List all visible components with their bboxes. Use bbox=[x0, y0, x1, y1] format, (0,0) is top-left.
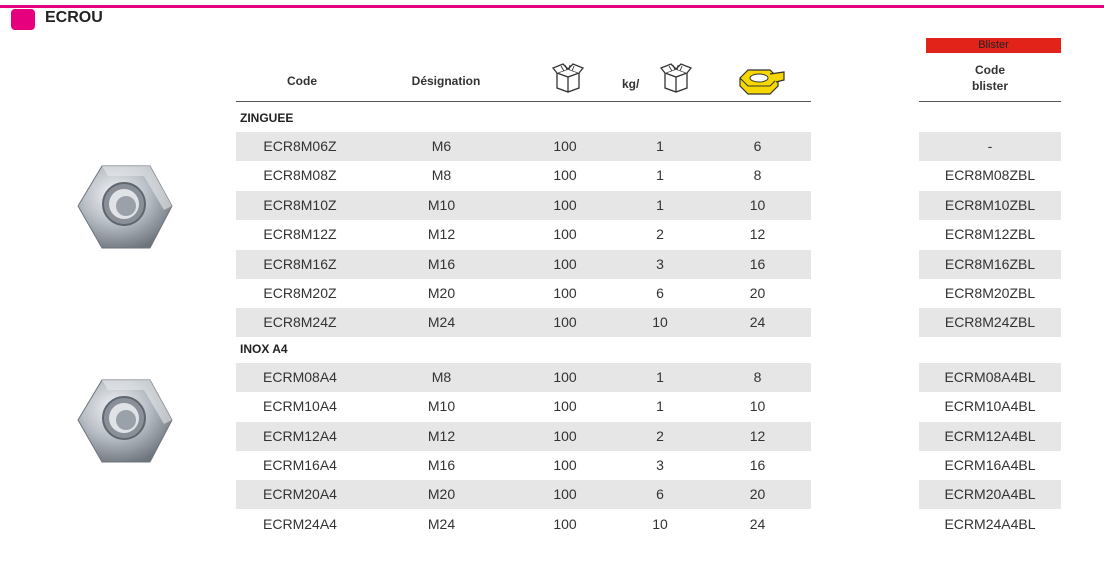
cell-kg: 2 bbox=[656, 428, 664, 444]
header-blister-underline bbox=[919, 101, 1061, 102]
cell-code: ECR8M24Z bbox=[263, 314, 337, 330]
cell-kg: 1 bbox=[656, 138, 664, 154]
cell-dim: 12 bbox=[749, 226, 766, 242]
blister-row bbox=[919, 422, 1061, 451]
blister-row bbox=[919, 132, 1061, 161]
cell-dim: 20 bbox=[749, 285, 766, 301]
table-row bbox=[236, 451, 811, 480]
cell-qty: 100 bbox=[553, 516, 577, 532]
cell-dim: 10 bbox=[749, 398, 766, 414]
blister-row bbox=[919, 161, 1061, 190]
cell-blister-code: ECRM08A4BL bbox=[944, 369, 1036, 385]
blister-row bbox=[919, 308, 1061, 337]
cell-designation: M8 bbox=[431, 167, 452, 183]
cell-blister-code: ECR8M12ZBL bbox=[944, 226, 1036, 242]
blister-row bbox=[919, 279, 1061, 308]
cell-qty: 100 bbox=[553, 167, 577, 183]
header-kg: kg/ bbox=[622, 77, 640, 91]
table-row bbox=[236, 220, 811, 249]
cell-code: ECR8M20Z bbox=[263, 285, 337, 301]
cell-kg: 3 bbox=[656, 256, 664, 272]
cell-blister-code: ECR8M08ZBL bbox=[944, 167, 1036, 183]
blister-row bbox=[919, 480, 1061, 509]
table-row bbox=[236, 308, 811, 337]
cell-kg: 1 bbox=[656, 398, 664, 414]
cell-code: ECRM12A4 bbox=[263, 428, 337, 444]
table-row bbox=[236, 510, 811, 539]
cell-designation: M10 bbox=[427, 398, 456, 414]
table-row bbox=[236, 279, 811, 308]
title-marker bbox=[11, 9, 35, 30]
cell-code: ECR8M16Z bbox=[263, 256, 337, 272]
table-row bbox=[236, 250, 811, 279]
cell-blister-code: ECRM20A4BL bbox=[944, 486, 1036, 502]
cell-code: ECR8M12Z bbox=[263, 226, 337, 242]
cell-code: ECRM10A4 bbox=[263, 398, 337, 414]
cell-qty: 100 bbox=[553, 428, 577, 444]
cell-blister-code: ECRM12A4BL bbox=[944, 428, 1036, 444]
header-code: Code bbox=[287, 74, 317, 88]
table-row bbox=[236, 480, 811, 509]
cell-dim: 12 bbox=[749, 428, 766, 444]
cell-qty: 100 bbox=[553, 256, 577, 272]
cell-kg: 10 bbox=[652, 314, 668, 330]
header-code-blister-line1: Code bbox=[975, 63, 1005, 77]
cell-dim: 20 bbox=[749, 486, 766, 502]
hex-nut-image bbox=[74, 160, 174, 256]
cell-qty: 100 bbox=[553, 197, 577, 213]
cell-designation: M24 bbox=[427, 314, 456, 330]
cell-qty: 100 bbox=[553, 486, 577, 502]
cell-blister-code: ECR8M20ZBL bbox=[944, 285, 1036, 301]
cell-designation: M12 bbox=[427, 428, 456, 444]
cell-dim: 8 bbox=[753, 167, 762, 183]
cell-blister-code: ECR8M16ZBL bbox=[944, 256, 1036, 272]
cell-designation: M24 bbox=[427, 516, 456, 532]
section-heading: ZINGUEE bbox=[240, 111, 294, 125]
cell-qty: 100 bbox=[553, 138, 577, 154]
cell-designation: M16 bbox=[427, 256, 456, 272]
cell-kg: 6 bbox=[656, 486, 664, 502]
cell-dim: 24 bbox=[749, 516, 766, 532]
table-row bbox=[236, 191, 811, 220]
cell-blister-code: - bbox=[987, 138, 993, 154]
blister-row bbox=[919, 510, 1061, 539]
header-underline bbox=[236, 101, 811, 102]
blister-badge: Blister bbox=[926, 38, 1061, 53]
box-icon bbox=[552, 60, 584, 94]
cell-kg: 10 bbox=[652, 516, 668, 532]
cell-blister-code: ECR8M10ZBL bbox=[944, 197, 1036, 213]
cell-blister-code: ECRM10A4BL bbox=[944, 398, 1036, 414]
cell-kg: 1 bbox=[656, 197, 664, 213]
cell-dim: 16 bbox=[749, 256, 766, 272]
blister-row bbox=[919, 392, 1061, 421]
table-row bbox=[236, 132, 811, 161]
cell-dim: 24 bbox=[749, 314, 766, 330]
cell-qty: 100 bbox=[553, 314, 577, 330]
blister-row bbox=[919, 250, 1061, 279]
section-heading: INOX A4 bbox=[240, 341, 288, 356]
washer-icon bbox=[730, 66, 786, 96]
cell-designation: M20 bbox=[427, 285, 456, 301]
cell-kg: 2 bbox=[656, 226, 664, 242]
cell-designation: M6 bbox=[431, 138, 452, 154]
cell-qty: 100 bbox=[553, 369, 577, 385]
cell-kg: 1 bbox=[656, 369, 664, 385]
cell-code: ECR8M06Z bbox=[263, 138, 337, 154]
cell-designation: M8 bbox=[431, 369, 452, 385]
cell-kg: 1 bbox=[656, 167, 664, 183]
cell-dim: 6 bbox=[753, 138, 762, 154]
cell-designation: M10 bbox=[427, 197, 456, 213]
blister-row bbox=[919, 191, 1061, 220]
cell-dim: 10 bbox=[749, 197, 766, 213]
table-row bbox=[236, 422, 811, 451]
hex-nut-image bbox=[74, 374, 174, 470]
header-code-blister bbox=[940, 62, 1040, 94]
blister-row bbox=[919, 363, 1061, 392]
box-icon bbox=[660, 60, 692, 94]
cell-kg: 3 bbox=[656, 457, 664, 473]
cell-dim: 8 bbox=[753, 369, 762, 385]
table-row bbox=[236, 161, 811, 190]
cell-blister-code: ECRM24A4BL bbox=[944, 516, 1036, 532]
header-designation: Désignation bbox=[411, 74, 481, 88]
cell-code: ECRM20A4 bbox=[263, 486, 337, 502]
table-row bbox=[236, 392, 811, 421]
cell-designation: M12 bbox=[427, 226, 456, 242]
cell-code: ECRM08A4 bbox=[263, 369, 337, 385]
cell-qty: 100 bbox=[553, 226, 577, 242]
cell-qty: 100 bbox=[553, 398, 577, 414]
cell-kg: 6 bbox=[656, 285, 664, 301]
cell-blister-code: ECRM16A4BL bbox=[944, 457, 1036, 473]
blister-row bbox=[919, 220, 1061, 249]
cell-blister-code: ECR8M24ZBL bbox=[944, 314, 1036, 330]
cell-designation: M20 bbox=[427, 486, 456, 502]
page-title: ECROU bbox=[45, 9, 103, 26]
cell-qty: 100 bbox=[553, 285, 577, 301]
header-code-blister-line2: blister bbox=[971, 79, 1008, 93]
table-row bbox=[236, 363, 811, 392]
cell-dim: 16 bbox=[749, 457, 766, 473]
cell-code: ECRM16A4 bbox=[263, 457, 337, 473]
cell-code: ECR8M10Z bbox=[263, 197, 337, 213]
title-rule bbox=[0, 5, 1104, 8]
blister-row bbox=[919, 451, 1061, 480]
cell-qty: 100 bbox=[553, 457, 577, 473]
cell-designation: M16 bbox=[427, 457, 456, 473]
cell-code: ECRM24A4 bbox=[263, 516, 337, 532]
cell-code: ECR8M08Z bbox=[263, 167, 337, 183]
